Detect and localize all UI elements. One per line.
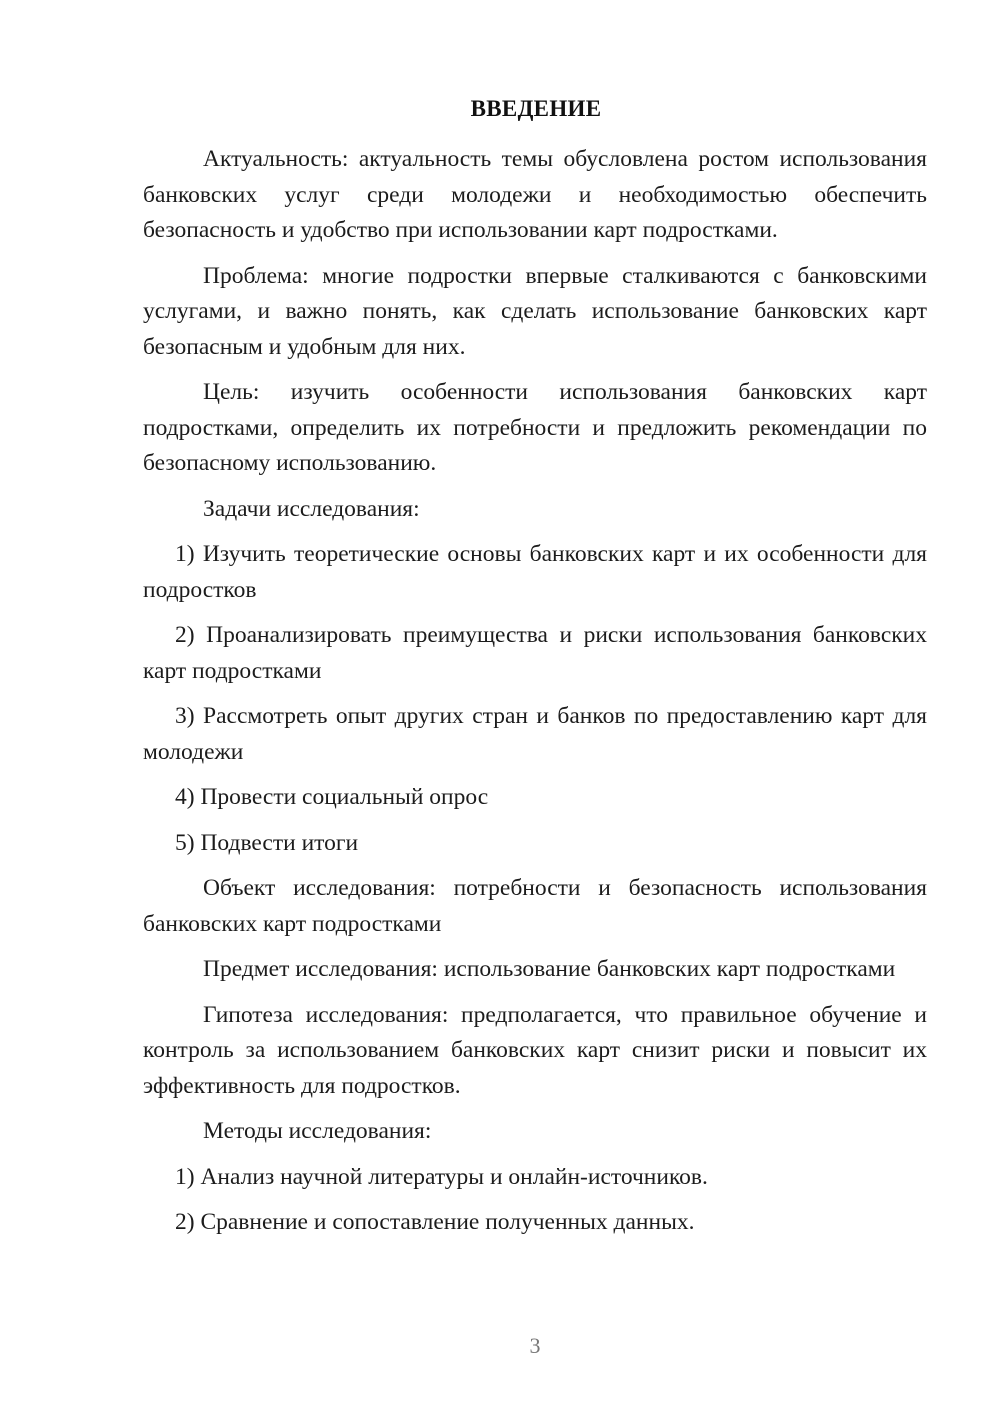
section-heading: ВВЕДЕНИЕ — [470, 96, 602, 121]
method-item-1: 1) Анализ научной литературы и онлайн-источников. — [175, 1163, 708, 1190]
task-item-1: 1) Изучить теоретические основы банковских карт и их особенности для подростков — [143, 541, 927, 603]
paragraph-problem: Проблема: многие подростки впервые сталкиваются с банковскими услугами, и важно понять, как сделать использование банковских карт безопасным и удобным для них. — [143, 262, 927, 360]
document-body — [143, 142, 927, 1251]
paragraph-methods-heading: Методы исследования: — [203, 1118, 432, 1144]
paragraph-hypothesis: Гипотеза исследования: предполагается, что правильное обучение и контроль за использованием банковских карт снизит риски и повысит их эффективность для подростков. — [143, 1001, 927, 1099]
task-item-2: 2) Проанализировать преимущества и риски использования банковских карт подростками — [143, 622, 927, 684]
method-item-2: 2) Сравнение и сопоставление полученных данных. — [175, 1209, 695, 1235]
paragraph-goal: Цель: изучить особенности использования банковских карт подростками, определить их потребности и предложить рекомендации по безопасному использованию. — [143, 379, 927, 476]
paragraph-object: Объект исследования: потребности и безопасность использования банковских карт подростками — [143, 875, 927, 937]
task-item-5: 5) Подвести итоги — [175, 829, 359, 856]
task-item-4: 4) Провести социальный опрос — [175, 784, 489, 810]
task-item-3: 3) Рассмотреть опыт других стран и банков по предоставлению карт для молодежи — [143, 703, 927, 765]
paragraph-subject: Предмет исследования: использование банковских карт подростками — [203, 956, 896, 982]
page-number: 3 — [529, 1333, 541, 1358]
paragraph-relevance: Актуальность: актуальность темы обусловлена ростом использования банковских услуг среди молодежи и необходимостью обеспечить безопасность и удобство при использовании карт подростками. — [143, 146, 927, 243]
paragraph-tasks-heading: Задачи исследования: — [203, 495, 420, 522]
